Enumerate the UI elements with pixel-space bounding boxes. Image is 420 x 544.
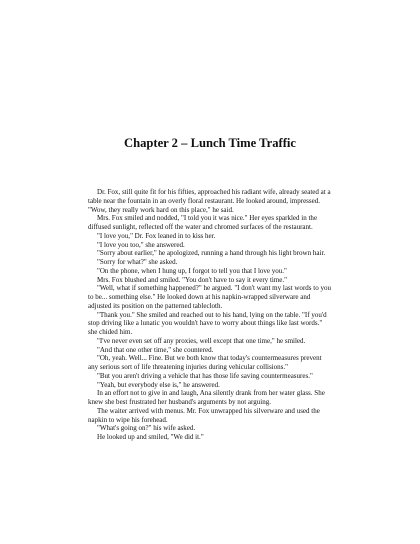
paragraph: The waiter arrived with menus. Mr. Fox unwrapped his silverware and used the napkin to wipe his forehead.	[88, 406, 320, 424]
paragraph: "What's going on?" his wife asked.	[97, 424, 196, 433]
paragraph: "Well, what if something happened?" he argued. "I don't want my last words to you to be... something else." He looked down at his napkin-wrapped silverware and adjusted its position on the patterned tablecloth.	[88, 284, 332, 310]
chapter-body	[88, 188, 333, 442]
paragraph: Mrs. Fox smiled and nodded, "I told you it was nice." Her eyes sparkled in the diffused sunlight, reflected off the water and chromed surfaces of the restaurant.	[88, 214, 318, 231]
paragraph: "Yeah, but everybody else is," he answered.	[97, 380, 220, 389]
paragraph: "I've never even set off any proxies, well except that one time," he smiled.	[97, 336, 306, 345]
paragraph: "Sorry about earlier," he apologized, running a hand through his light brown hair.	[97, 249, 326, 258]
chapter-title: Chapter 2 – Lunch Time Traffic	[123, 136, 296, 150]
paragraph: "I love you," Dr. Fox leaned in to kiss her.	[97, 231, 216, 240]
paragraph: In an effort not to give in and laugh, Ana silently drank from her water glass. She knew she best frustrated her husband's arguments by not arguing.	[88, 389, 325, 406]
paragraph: "Thank you." She smiled and reached out to his hand, lying on the table. "If you'd stop driving like a lunatic you wouldn't have to worry about things like last words." she chided him.	[88, 310, 327, 336]
paragraph: Mrs. Fox blushed and smiled. "You don't have to say it every time."	[97, 275, 288, 284]
paragraph: "Sorry for what?" she asked.	[97, 258, 178, 266]
paragraph: "But you aren't driving a vehicle that has those life saving countermeasures."	[97, 371, 313, 380]
paragraph: He looked up and smiled, "We did it."	[97, 433, 204, 441]
paragraph: "I love you too," she answered.	[97, 240, 185, 249]
paragraph: Dr. Fox, still quite fit for his fifties, approached his radiant wife, already seated at a table near the fountain in an overly floral restaurant. He looked around, impressed. "Wow, they really work hard on this place," he said.	[88, 188, 331, 214]
paragraph: "And that one other time," she countered.	[97, 345, 214, 354]
paragraph: "Oh, yeah. Well... Fine. But we both know that today's countermeasures prevent any serious sort of life threatening injuries during vehicular collisions."	[88, 354, 322, 371]
paragraph: "On the phone, when I hung up, I forgot to tell you that I love you."	[97, 266, 287, 275]
